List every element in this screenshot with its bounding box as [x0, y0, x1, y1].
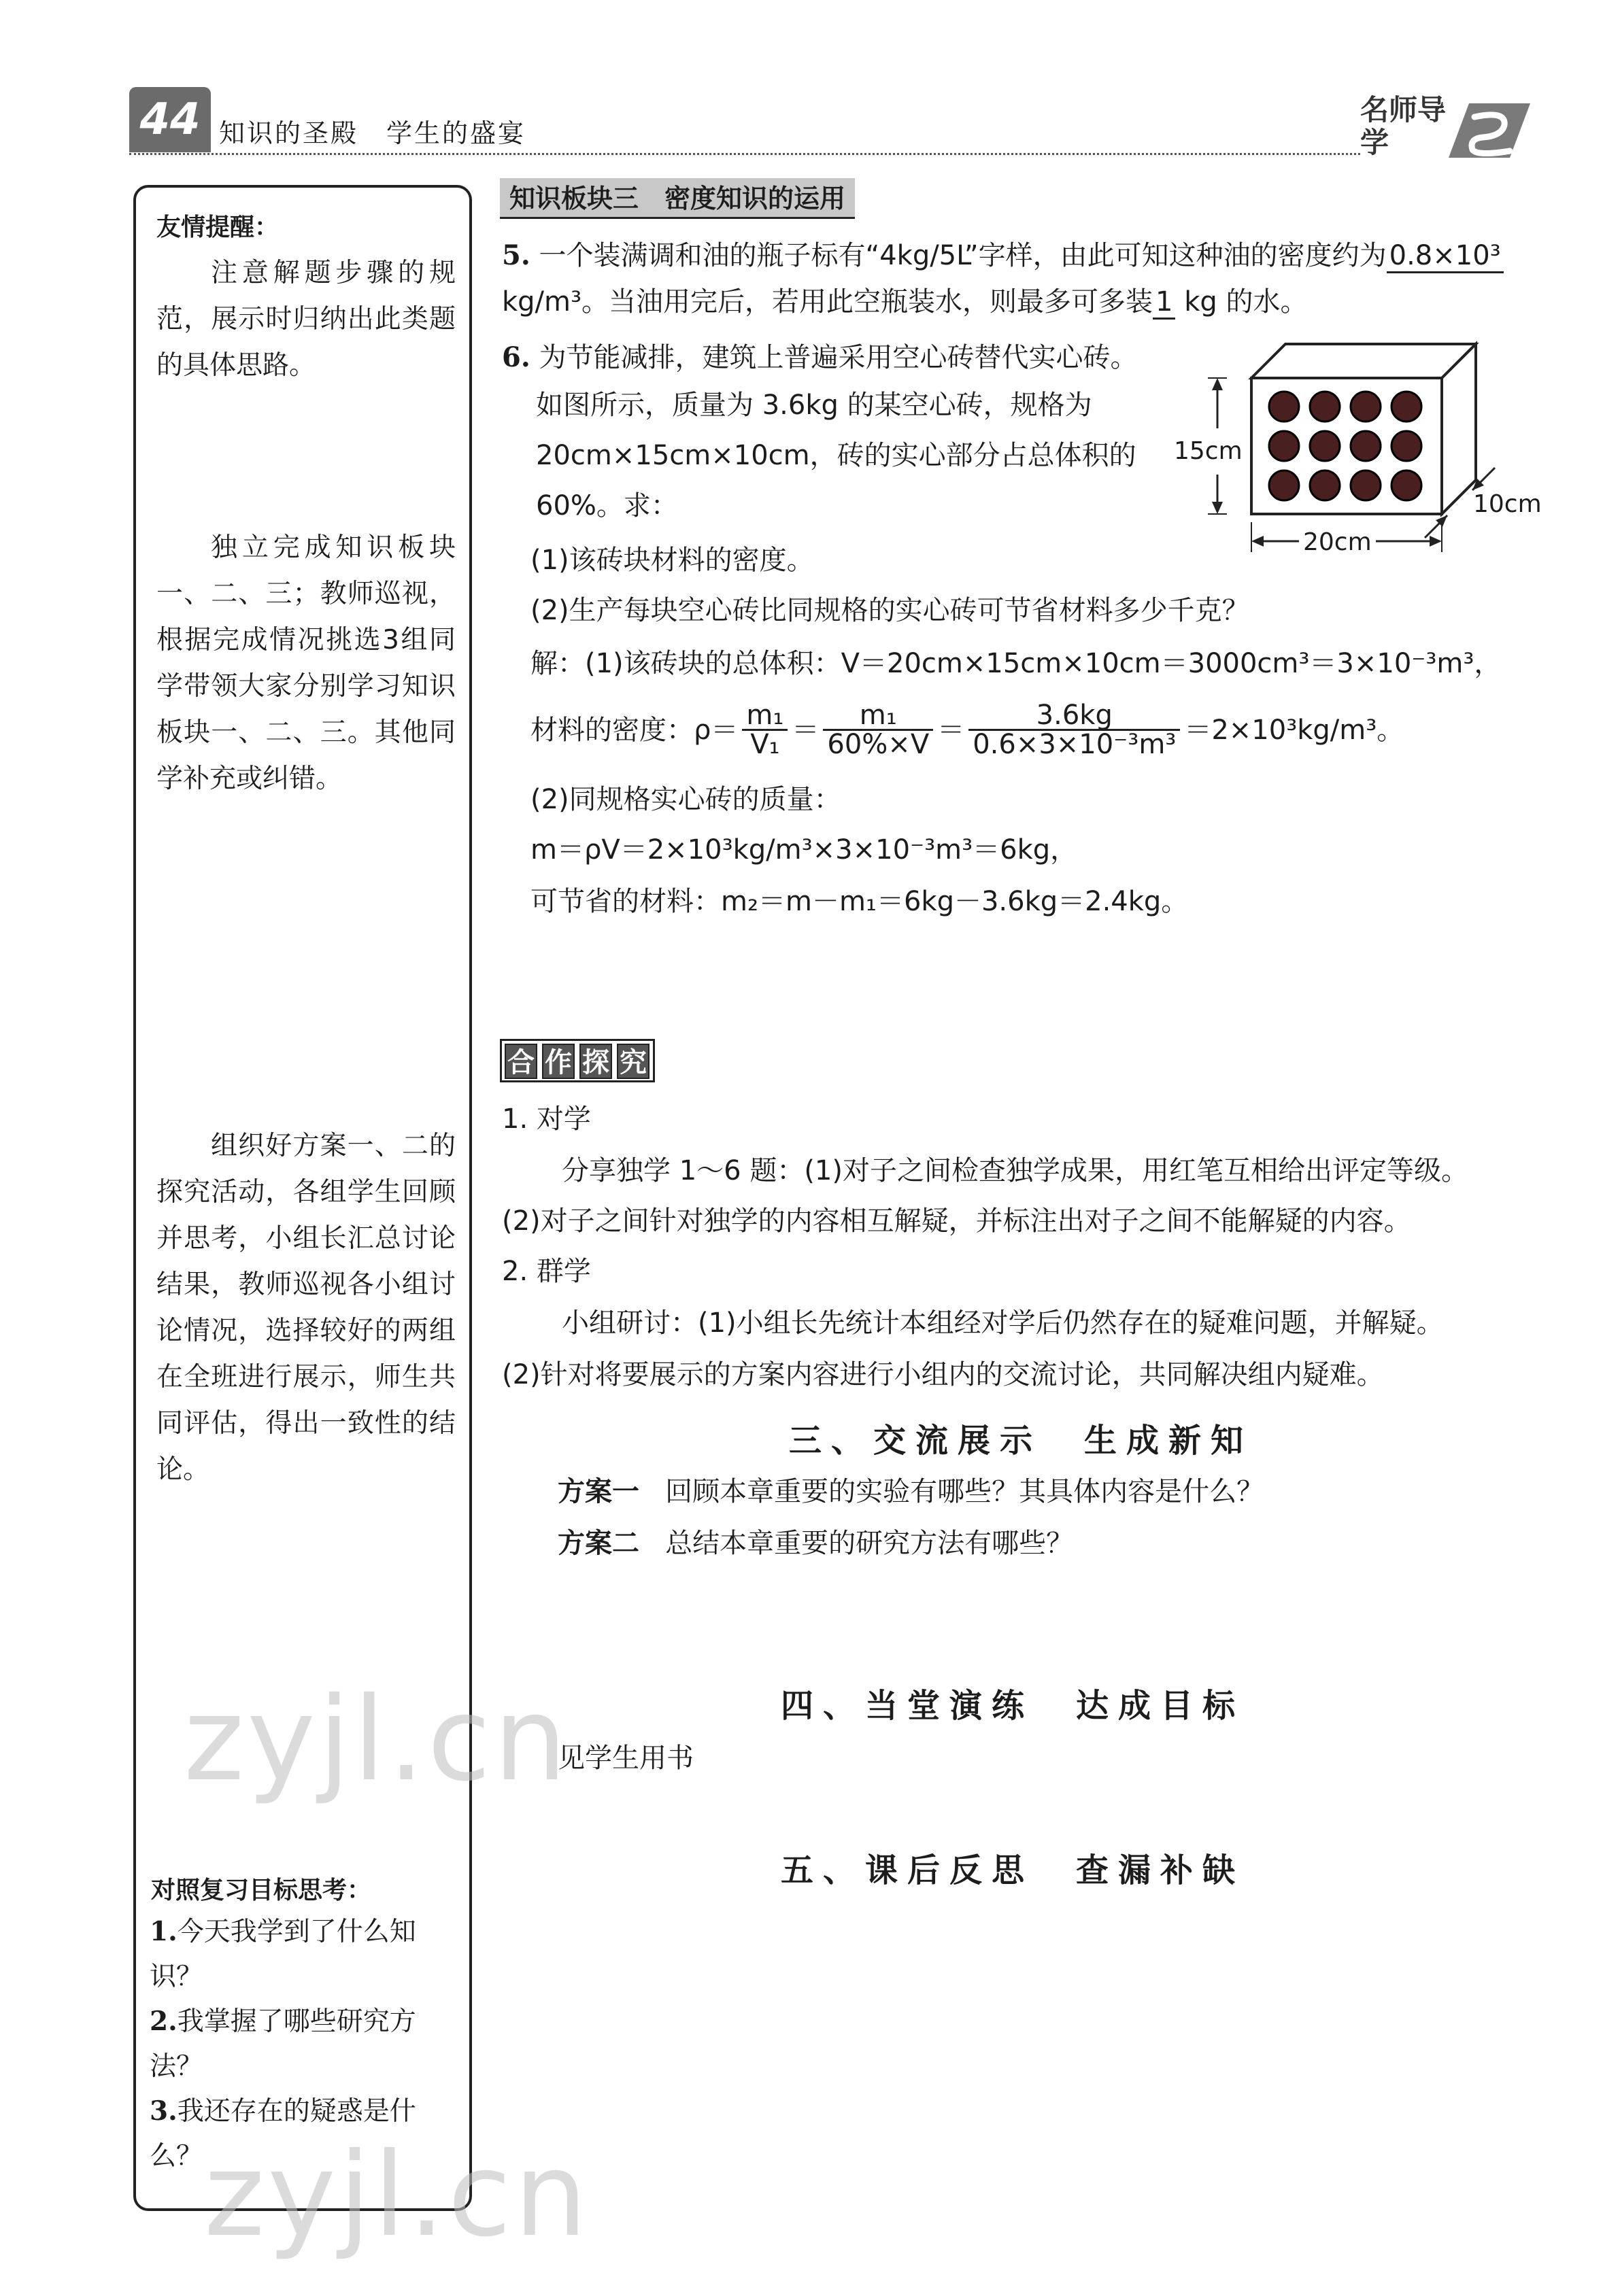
- review-item: 1.今天我学到了什么知识？: [150, 1916, 416, 1992]
- coop-part-1-line-a: 分享独学 1～6 题：(1)对子之间检查独学成果，用红笔互相给出评定等级。: [562, 1155, 1468, 1186]
- watermark: zyjl.cn: [204, 2128, 590, 2263]
- coop-part-1-title: 1. 对学: [502, 1103, 591, 1135]
- coop-part-1-line-b: (2)对子之间针对独学的内容相互解疑，并标注出对子之间不能解疑的内容。: [502, 1205, 1411, 1237]
- coop-part-2-line-a: 小组研讨：(1)小组长先统计本组经对学后仍然存在的疑难问题，并解疑。: [562, 1307, 1444, 1339]
- question-6-line-2: 如图所示，质量为 3.6kg 的某空心砖，规格为: [536, 390, 1092, 421]
- publisher-logo-text: 名师导学: [1360, 93, 1447, 159]
- solution-line-3: (2)同规格实心砖的质量：: [530, 784, 841, 815]
- question-6-sub-1: (1)该砖块材料的密度。: [530, 545, 814, 576]
- solution-line-4: m＝ρV＝2×10³kg/m³×3×10⁻³m³＝6kg，: [530, 834, 1078, 866]
- part-4-heading: 四、当堂演练 达成目标: [781, 1687, 1245, 1725]
- solution-line-2: 材料的密度：ρ＝ $\frac{\text{m₁}}{\text{V₁}}$ ＝ $\frac{\text{m₁}}{60\%\times V}$ ＝ $\frac{3.6kg}{\text{0.6×3×10⁻³m³}}$ ＝2×10³kg/m³。: [530, 700, 1404, 760]
- question-6-line-4: 60%。求：: [536, 490, 678, 521]
- review-item: 3.我还存在的疑惑是什么？: [150, 2095, 416, 2172]
- brick-depth-label: 10cm: [1473, 490, 1542, 518]
- plan-1: 方案一 回顾本章重要的实验有哪些？其具体内容是什么？: [558, 1475, 1264, 1507]
- teaching-note-2: 组织好方案一、二的探究活动，各组学生回顾并思考，小组长汇总讨论结果，教师巡视各小组讨论情况，选择较好的两组在全班进行展示，师生共同评估，得出一致性的结论。: [156, 1131, 456, 1485]
- part-5-heading: 五、课后反思 查漏补缺: [781, 1851, 1245, 1889]
- coop-part-2-line-b: (2)针对将要展示的方案内容进行小组内的交流讨论，共同解决组内疑难。: [502, 1359, 1384, 1390]
- review-item: 2.我掌握了哪些研究方法？: [150, 2006, 416, 2082]
- question-5: 5. 一个装满调和油的瓶子标有“4kg/5L”字样，由此可知这种油的密度约为 0.8×10³ kg/m³。当油用完后，若用此空瓶装水，则最多可多装 1 kg 的水。: [502, 233, 1536, 325]
- coop-part-2-title: 2. 群学: [502, 1256, 591, 1287]
- page-number: 44: [129, 87, 211, 152]
- question-6-line-1: 6. 为节能减排，建筑上普遍采用空心砖替代实心砖。: [502, 341, 1138, 373]
- header-divider: [129, 153, 1360, 155]
- publisher-logo-icon: [1442, 97, 1537, 165]
- plan-2: 方案二 总结本章重要的研究方法有哪些？: [558, 1527, 1074, 1559]
- answer-blank-2: 1: [1153, 286, 1175, 320]
- tip-title: 友情提醒：: [156, 213, 280, 241]
- fraction-2: $\frac{\text{m₁}}{60\%\times V}$: [823, 702, 933, 758]
- solution-line-5: 可节省的材料：m₂＝m－m₁＝6kg－3.6kg＝2.4kg。: [530, 886, 1189, 917]
- solution-line-1: 解：(1)该砖块的总体积：V＝20cm×15cm×10cm＝3000cm³＝3×10⁻³m³，: [530, 648, 1502, 679]
- answer-blank-1: 0.8×10³: [1387, 240, 1504, 273]
- fraction-1: $\frac{\text{m₁}}{\text{V₁}}$: [742, 702, 788, 758]
- question-6-line-3: 20cm×15cm×10cm，砖的实心部分占总体积的: [536, 440, 1136, 471]
- cooperative-inquiry-badge: 合 作 探 究: [500, 1039, 655, 1082]
- tip-text: 注意解题步骤的规范，展示时归纳出此类题的具体思路。: [156, 258, 456, 381]
- teaching-note-1: 独立完成知识板块一、二、三；教师巡视，根据完成情况挑选3组同学带领大家分别学习知识板块一、二、三。其他同学补充或纠错。: [156, 532, 456, 794]
- brick-height-label: 15cm: [1174, 428, 1243, 475]
- question-6-sub-2: (2)生产每块空心砖比同规格的实心砖可节省材料多少千克？: [530, 595, 1249, 626]
- header-title: 知识的圣殿 学生的盛宴: [219, 118, 526, 148]
- watermark: zyjl.cn: [184, 1673, 570, 1807]
- review-title: 对照复习目标思考：: [151, 1876, 372, 1904]
- brick-width-label: 20cm: [1299, 519, 1376, 566]
- fraction-3: $\frac{3.6kg}{\text{0.6×3×10⁻³m³}}$: [968, 702, 1180, 758]
- section-banner: 知识板块三 密度知识的运用: [500, 178, 855, 219]
- part-3-heading: 三、交流展示 生成新知: [789, 1422, 1253, 1460]
- part-4-text: 见学生用书: [558, 1743, 694, 1774]
